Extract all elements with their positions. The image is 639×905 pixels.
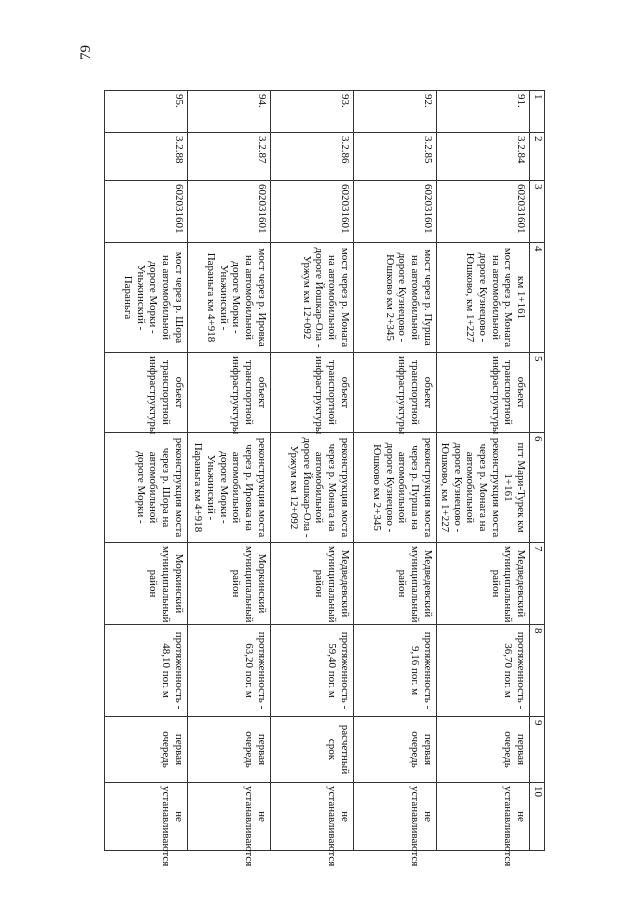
cell-term: расчетный срок (270, 717, 353, 783)
cell-term: первая очередь (353, 717, 436, 783)
column-header: 10 (530, 783, 545, 851)
cell-district: Медведевский муниципальный район (353, 543, 436, 625)
column-header: 4 (530, 243, 545, 353)
cell-code: 3.2.86 (270, 133, 353, 181)
cell-code: 3.2.88 (104, 133, 187, 181)
cell-object: мост через р. Монага на автомобильной дороге Йошкар-Ола - Уржум км 12+092 (270, 243, 353, 353)
column-header: 5 (530, 353, 545, 433)
column-header: 2 (530, 133, 545, 181)
cell-params: протяженность - 63,20 пог. м (187, 625, 270, 717)
cell-oktmo: 602031601 (187, 181, 270, 243)
cell-oktmo: 602031601 (436, 181, 529, 243)
cell-oktmo: 602031601 (270, 181, 353, 243)
page-number: 79 (78, 45, 94, 60)
cell-object: мост через р. Ировка на автомобильной дороге Морки - Уньжинский - Параньга км 4+918 (187, 243, 270, 353)
cell-term: первая очередь (187, 717, 270, 783)
cell-type: объект транспортной инфраструктуры (436, 353, 529, 433)
cell-zones: не устанавливаются (436, 783, 529, 851)
cell-num: 94. (187, 91, 270, 133)
cell-oktmo: 602031601 (353, 181, 436, 243)
table-row (270, 91, 353, 851)
column-header: 9 (530, 717, 545, 783)
column-header: 8 (530, 625, 545, 717)
cell-code: 3.2.85 (353, 133, 436, 181)
cell-code: 3.2.87 (187, 133, 270, 181)
column-header: 7 (530, 543, 545, 625)
cell-object: км 1+161 мост через р. Монага на автомобильной дороге Кузнецово - Юшково, км 1+227 (436, 243, 529, 353)
table-row (436, 91, 529, 851)
table-row (353, 91, 436, 851)
cell-purpose: реконструкция моста через р. Пурша на автомобильной дороге Кузнецово - Юшково км 2+345 (353, 433, 436, 543)
cell-zones: не устанавливаются (353, 783, 436, 851)
table-row (187, 91, 270, 851)
objects-table (104, 90, 545, 867)
column-header: 1 (530, 91, 545, 133)
cell-district: Моркинский муниципальный район (187, 543, 270, 625)
column-header: 3 (530, 181, 545, 243)
cell-purpose: пгт Мари-Турек км 1+161 реконструкция моста через р. Монага на автомобильной дороге Кузнецово - Юшково, км 1+227 (436, 433, 529, 543)
cell-num: 95. (104, 91, 187, 133)
cell-oktmo: 602031601 (104, 181, 187, 243)
cell-purpose: реконструкция моста через р. Ировка на автомобильной дороге Морки - Уньжинский - Параньга км 4+918 (187, 433, 270, 543)
cell-zones: не устанавливаются (104, 783, 187, 851)
column-number-row (530, 91, 545, 851)
cell-district: Медведевский муниципальный район (270, 543, 353, 625)
cell-object: мост через р. Шора на автомобильной дороге Морки - Уньжинский - Параньга (104, 243, 187, 353)
cell-district: Моркинский муниципальный район (104, 543, 187, 625)
cell-type: объект транспортной инфраструктуры (353, 353, 436, 433)
cell-code: 3.2.84 (436, 133, 529, 181)
column-header: 6 (530, 433, 545, 543)
cell-type: объект транспортной инфраструктуры (187, 353, 270, 433)
cell-params: протяженность - 9,16 пог. м (353, 625, 436, 717)
cell-num: 91. (436, 91, 529, 133)
cell-term: первая очередь (104, 717, 187, 783)
cell-num: 92. (353, 91, 436, 133)
cell-num: 93. (270, 91, 353, 133)
table-row (104, 91, 187, 851)
cell-term: первая очередь (436, 717, 529, 783)
cell-params: протяженность - 48,10 пог. м (104, 625, 187, 717)
cell-type: объект транспортной инфраструктуры (270, 353, 353, 433)
cell-type: объект транспортной инфраструктуры (104, 353, 187, 433)
cell-object: мост через р. Пурша на автомобильной дороге Кузнецово - Юшково км 2+345 (353, 243, 436, 353)
table-container (100, 90, 545, 867)
cell-params: протяженность - 59,40 пог. м (270, 625, 353, 717)
cell-params: протяженность - 36,70 пог. м (436, 625, 529, 717)
cell-zones: не устанавливаются (187, 783, 270, 851)
cell-purpose: реконструкция моста через р. Шора на автомобильной дороге Морки - (104, 433, 187, 543)
cell-zones: не устанавливаются (270, 783, 353, 851)
cell-purpose: реконструкция моста через р. Монага на автомобильной дороге Йошкар-Ола - Уржум км 12+092 (270, 433, 353, 543)
cell-district: Медведевский муниципальный район (436, 543, 529, 625)
